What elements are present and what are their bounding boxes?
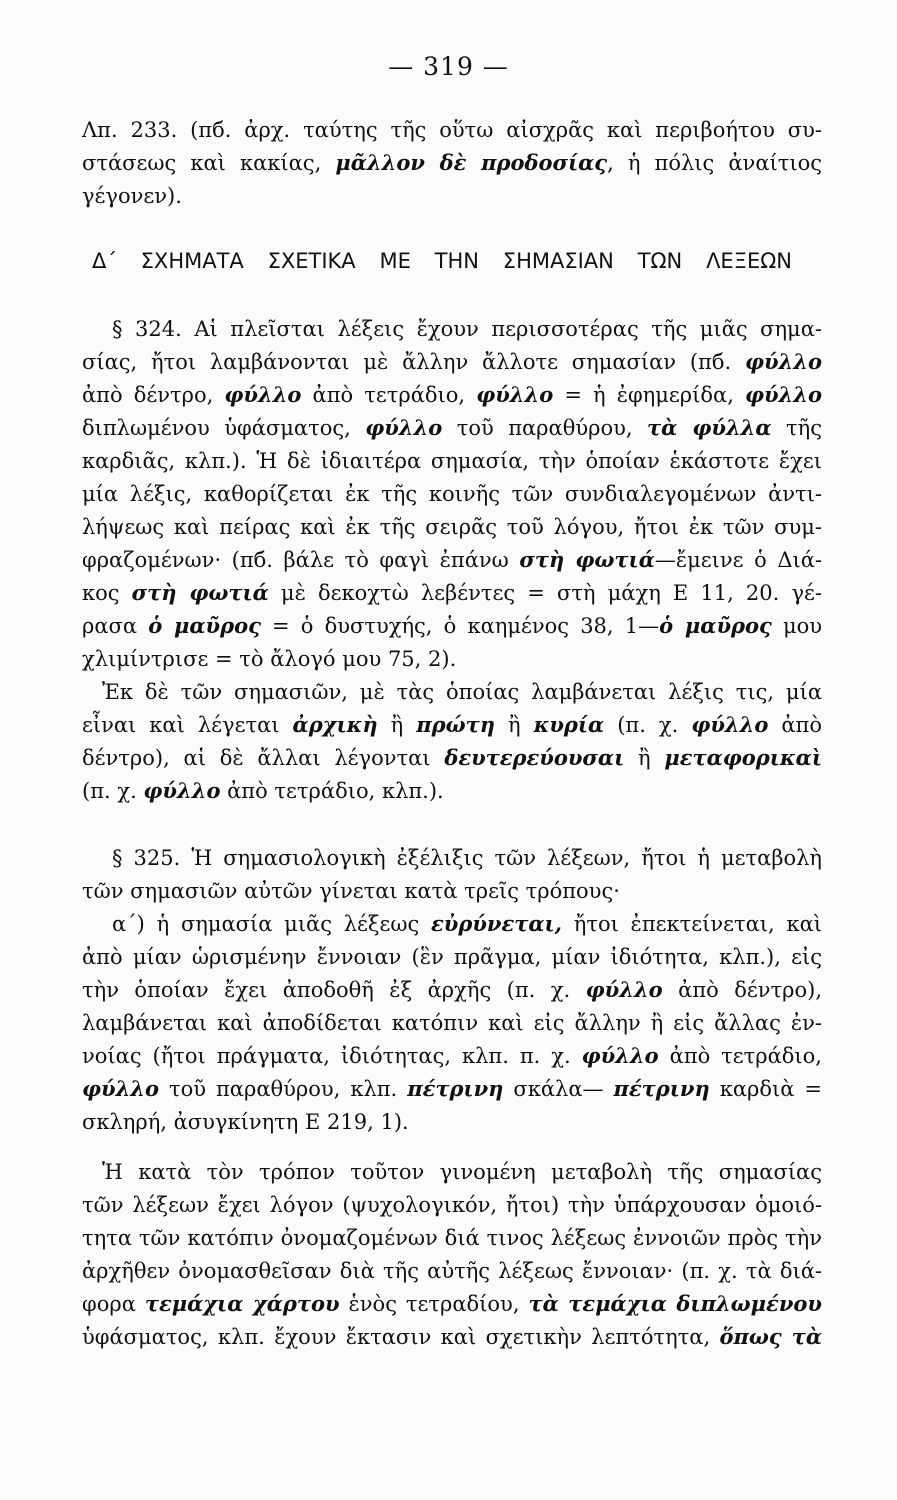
text-run: μὲ δεκοχτὼ λεβέντες = στὴ μάχη Ε 11, 20. γέ- <box>268 581 822 605</box>
text-line <box>82 181 822 211</box>
text-line <box>82 578 822 608</box>
text-run: § 324. Αἱ πλεῖσται λέξεις ἔχουν περισσοτέρας τῆς μιᾶς σημα- <box>112 317 822 341</box>
text-line <box>82 1256 822 1286</box>
text-line <box>82 148 822 178</box>
emphasized-term: φύλλο <box>224 382 302 407</box>
text-run: = ὁ δυστυχής, ὁ καημένος 38, 1— <box>260 614 660 638</box>
text-line <box>82 710 822 740</box>
text-run: —ἔμεινε ὁ Διά- <box>654 548 822 572</box>
text-run: σκληρή, ἀσυγκίνητη Ε 219, 1). <box>82 1110 409 1134</box>
text-run: νοίας (ἤτοι πράγματα, ἰδιότητας, κλπ. π. χ. <box>82 1044 582 1068</box>
text-line <box>82 743 822 773</box>
page-number: — 319 — <box>388 52 509 81</box>
text-line <box>82 776 822 806</box>
emphasized-term: φύλλο <box>365 415 443 440</box>
emphasized-term: εὐρύνεται, <box>431 911 562 936</box>
text-run: ἀπὸ τετράδιο, <box>301 383 477 407</box>
text-line <box>82 1107 822 1137</box>
text-run: ἢ <box>624 746 665 770</box>
text-run: ἀπὸ δέντρο, <box>82 383 225 407</box>
text-line <box>82 611 822 641</box>
text-run: γέγονεν). <box>82 184 182 208</box>
text-run: τοῦ παραθύρου, <box>442 416 647 440</box>
text-line <box>112 314 822 344</box>
text-line <box>82 479 822 509</box>
text-line <box>82 1041 822 1071</box>
section-heading: Δ΄ ΣΧΗΜΑΤΑ ΣΧΕΤΙΚΑ ΜΕ ΤΗΝ ΣΗΜΑΣΙΑΝ ΤΩΝ ΛΕΞΕΩΝ <box>92 249 792 273</box>
text-line <box>82 512 822 542</box>
emphasized-term: πέτρινη <box>613 1076 710 1101</box>
text-run: λαμβάνεται καὶ ἀποδίδεται κατόπιν καὶ εἰς ἄλλην ἢ εἰς ἄλλας ἐν- <box>82 1011 822 1035</box>
text-run: σκάλα— <box>503 1077 614 1101</box>
text-run: Λπ. 233. (πб. ἀρχ. ταύτης τῆς οὕτω αἰσχρᾶς καὶ περιβοήτου συ- <box>82 118 822 142</box>
emphasized-term: φύλλο <box>691 712 769 737</box>
text-run: διπλωμένου ὑφάσματος, <box>82 416 366 440</box>
text-run: ἀπὸ μίαν ὡρισμένην ἔννοιαν (ἓν πρᾶγμα, μίαν ἰδιότητα, κλπ.), εἰς <box>82 945 822 969</box>
text-run: = ἡ ἐφημερίδα, <box>553 383 745 407</box>
text-run: Ἡ κατὰ τὸν τρόπον τοῦτον γινομένη μεταβολὴ τῆς σημασίας <box>102 1160 822 1184</box>
text-line <box>82 942 822 972</box>
emphasized-term: στὴ φωτιά <box>519 547 655 572</box>
text-line <box>82 1074 822 1104</box>
text-run: φορα <box>82 1292 145 1316</box>
emphasized-term: τὰ φύλλα <box>647 415 772 440</box>
text-run: τῶν σημασιῶν αὐτῶν γίνεται κατὰ τρεῖς τρόπους· <box>82 879 620 903</box>
text-run: τὴν ὁποίαν ἔχει ἀποδοθῆ ἐξ ἀρχῆς (π. χ. <box>82 978 586 1002</box>
text-run: τητα τῶν κατόπιν ὀνομαζομένων διά τινος λέξεως ἐννοιῶν πρὸς τὴν <box>82 1226 822 1250</box>
emphasized-term: κυρία <box>533 712 605 737</box>
emphasized-term: μεταφορικαὶ <box>664 745 822 770</box>
text-run: ἑνὸς τετραδίου, <box>339 1292 529 1316</box>
text-run: Ἐκ δὲ τῶν σημασιῶν, μὲ τὰς ὁποίας λαμβάνεται λέξις τις, μία <box>102 680 822 704</box>
text-line <box>82 1008 822 1038</box>
text-line <box>112 909 822 939</box>
text-line <box>82 1289 822 1319</box>
text-run: ὑφάσματος, κλπ. ἔχουν ἔκτασιν καὶ σχετικὴν λεπτότητα, <box>82 1325 720 1349</box>
emphasized-term: ἀρχικὴ <box>292 712 378 737</box>
text-run: χλιμίντρισε = τὸ ἄλογό μου 75, 2). <box>82 647 457 671</box>
text-line <box>82 1322 822 1352</box>
text-run: καρδιᾶς, κλπ.). Ἡ δὲ ἰδιαιτέρα σημασία, τὴν ὁποίαν ἑκάστοτε ἔχει <box>82 449 822 473</box>
text-line <box>112 843 822 873</box>
text-run: ἀρχῆθεν ὀνομασθεῖσαν διὰ τῆς αὐτῆς λέξεως ἔννοιαν· (π. χ. τὰ διά- <box>82 1259 822 1283</box>
text-line <box>82 1190 822 1220</box>
emphasized-term: στὴ φωτιά <box>131 580 269 605</box>
text-line <box>82 1223 822 1253</box>
text-line <box>82 115 822 145</box>
emphasized-term: φύλλο <box>585 977 663 1002</box>
text-run: τῶν λέξεων ἔχει λόγον (ψυχολογικόν, ἤτοι) τὴν ὑπάρχουσαν ὁμοιό- <box>82 1193 822 1217</box>
text-line <box>82 545 822 575</box>
text-line <box>82 413 822 443</box>
text-run: α΄) ἡ σημασία μιᾶς λέξεως <box>112 912 432 936</box>
text-run: ἀπὸ τετράδιο, κλπ.). <box>220 779 444 803</box>
emphasized-term: πέτρινη <box>407 1076 504 1101</box>
emphasized-term: φύλλο <box>744 349 822 374</box>
text-run: μία λέξις, καθορίζεται ἐκ τῆς κοινῆς τῶν συνδιαλεγομένων ἀντι- <box>82 482 822 506</box>
text-line <box>102 1157 822 1187</box>
text-run: (π. χ. <box>82 779 144 803</box>
text-run: , ἡ πόλις ἀναίτιος <box>607 151 822 175</box>
emphasized-term: τεμάχια χάρτου <box>144 1291 340 1316</box>
text-run: κος <box>82 581 132 605</box>
text-line <box>102 677 822 707</box>
text-run: σίας, ἤτοι λαμβάνονται μὲ ἄλλην ἄλλοτε σημασίαν (πб. <box>82 350 745 374</box>
text-run: ἀπὸ τετράδιο, <box>658 1044 822 1068</box>
emphasized-term: τὰ τεμάχια διπλωμένου <box>528 1291 822 1316</box>
text-run: τῆς <box>771 416 822 440</box>
emphasized-term: φύλλο <box>82 1076 160 1101</box>
emphasized-term: ὁ μαῦρος <box>659 613 772 638</box>
text-run: ἤτοι ἐπεκτείνεται, καὶ <box>562 912 823 936</box>
text-run: λήψεως καὶ πείρας καὶ ἐκ τῆς σειρᾶς τοῦ λόγου, ἤτοι ἐκ τῶν συμ- <box>82 515 822 539</box>
text-run: ἢ <box>494 713 534 737</box>
text-line <box>82 347 822 377</box>
text-run: (π. χ. <box>604 713 692 737</box>
text-run: ἢ <box>377 713 417 737</box>
emphasized-term: ὁ μαῦρος <box>148 613 261 638</box>
text-line <box>82 644 822 674</box>
text-run: τοῦ παραθύρου, κλπ. <box>159 1077 408 1101</box>
text-run: στάσεως καὶ κακίας, <box>82 151 336 175</box>
text-run: § 325. Ἡ σημασιολογικὴ ἐξέλιξις τῶν λέξεων, ἤτοι ἡ μεταβολὴ <box>112 846 822 870</box>
text-line <box>82 446 822 476</box>
text-run: ἀπὸ <box>768 713 822 737</box>
text-line <box>82 380 822 410</box>
text-run: εἶναι καὶ λέγεται <box>82 713 293 737</box>
emphasized-term: ὅπως τὰ <box>719 1324 822 1349</box>
emphasized-term: πρώτη <box>416 712 495 737</box>
text-line <box>82 975 822 1005</box>
text-run: ἀπὸ δέντρο), <box>662 978 822 1002</box>
emphasized-term: μᾶλλον δὲ προδοσίας <box>335 150 608 175</box>
emphasized-term: δευτερεύουσαι <box>444 745 625 770</box>
text-line <box>82 876 822 906</box>
text-run: δέντρο), αἱ δὲ ἄλλαι λέγονται <box>82 746 445 770</box>
emphasized-term: φύλλο <box>476 382 554 407</box>
text-run: καρδιὰ = <box>709 1077 822 1101</box>
text-run: μου <box>771 614 823 638</box>
emphasized-term: φύλλο <box>143 778 221 803</box>
text-run: φραζομένων· (πб. βάλε τὸ φαγὶ ἐπάνω <box>82 548 520 572</box>
text-run: ρασα <box>82 614 149 638</box>
emphasized-term: φύλλο <box>581 1043 659 1068</box>
emphasized-term: φύλλο <box>744 382 822 407</box>
